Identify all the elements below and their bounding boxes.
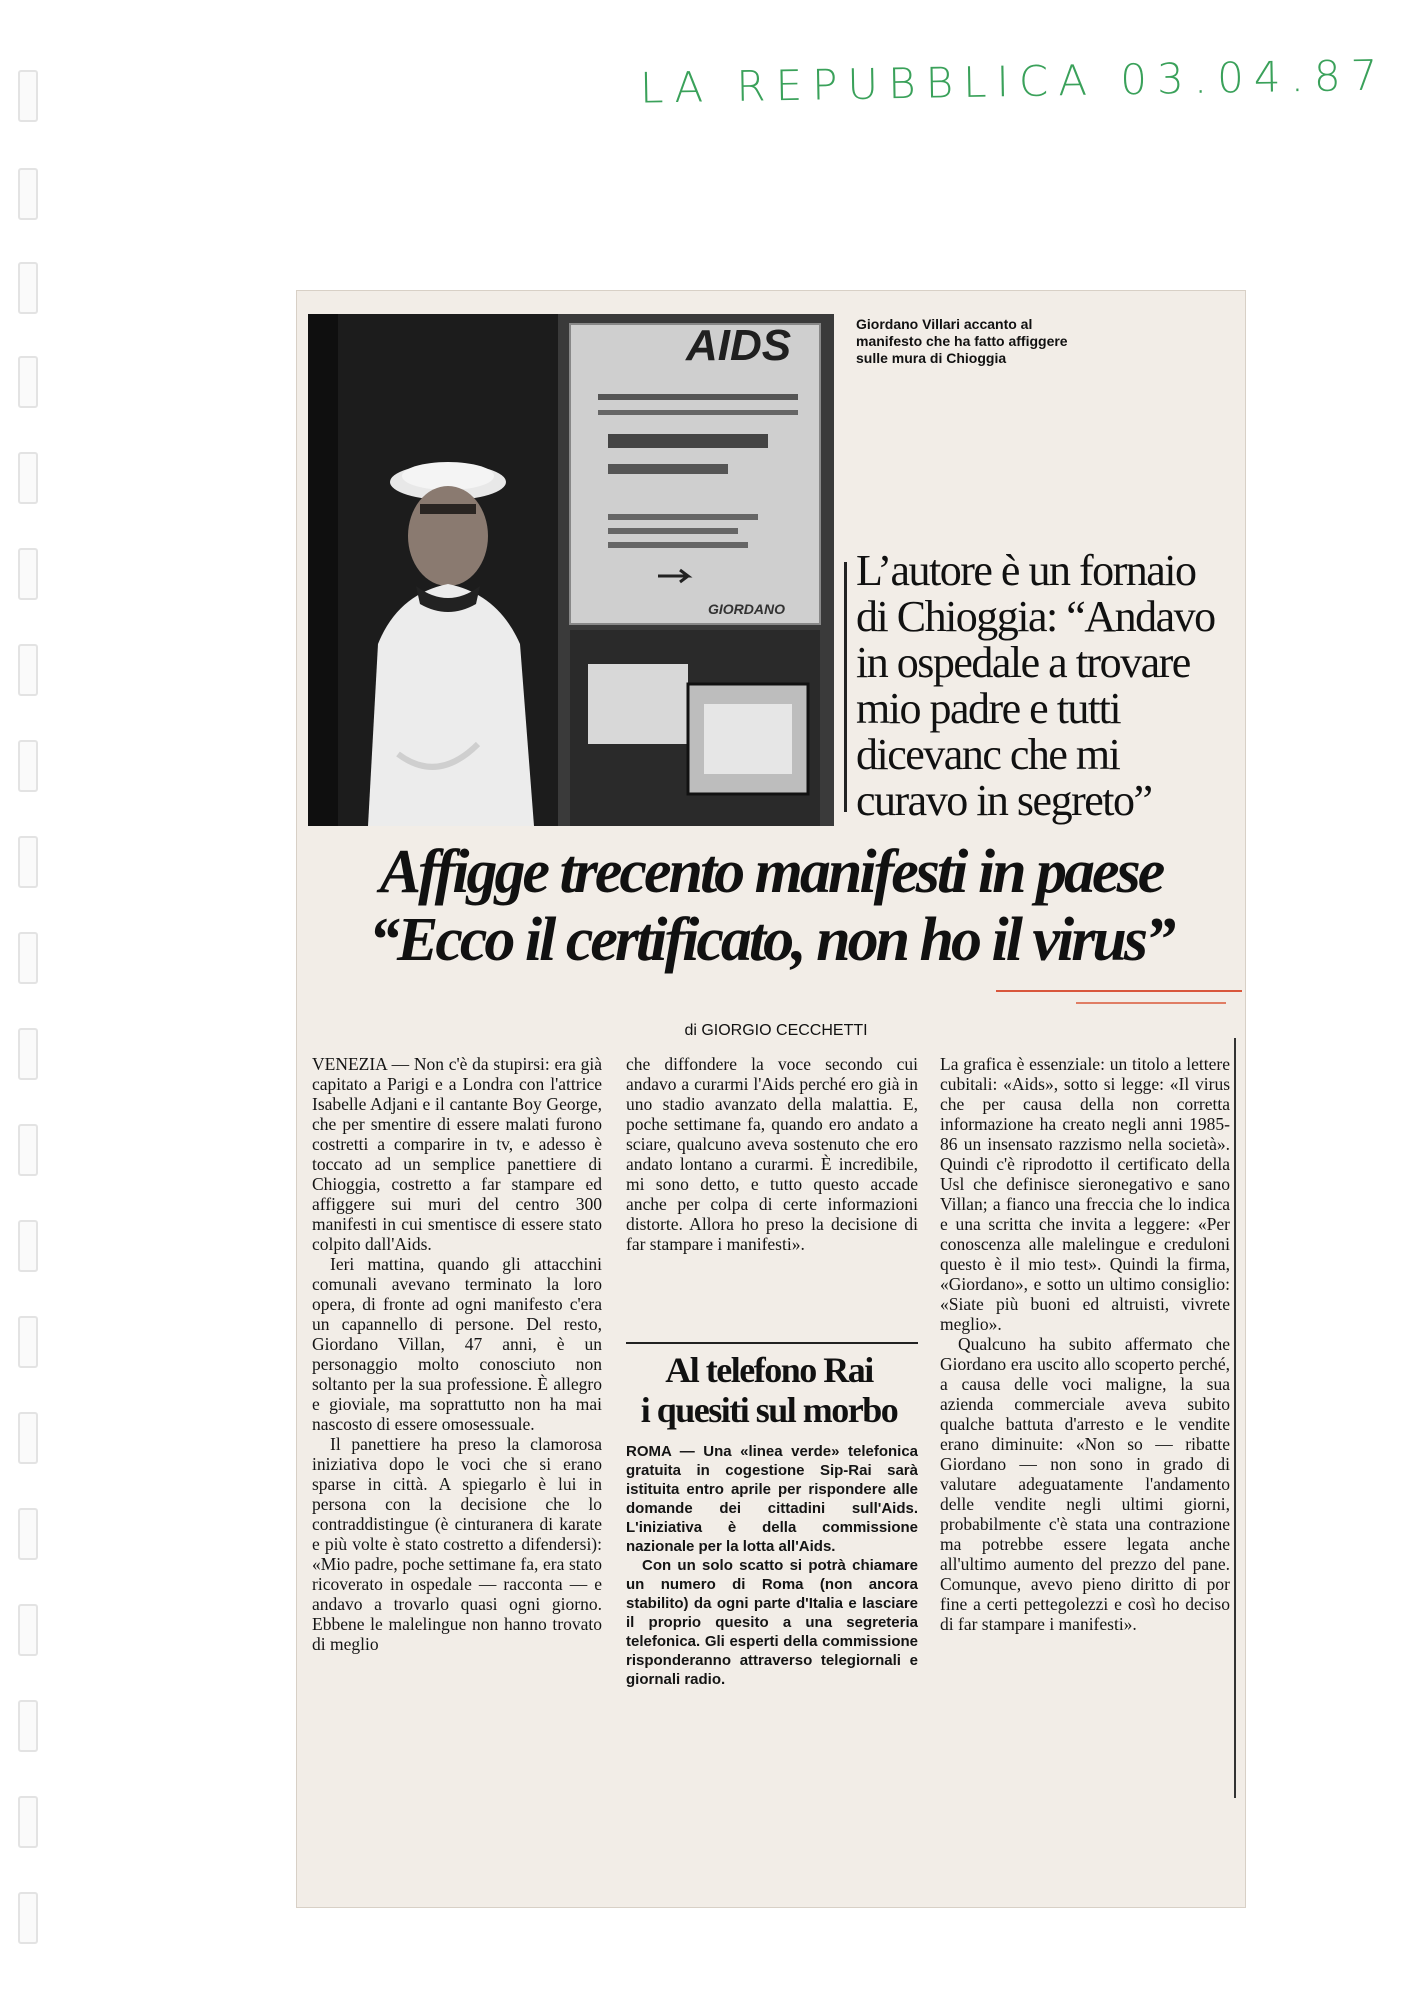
column-rule bbox=[1234, 1038, 1236, 1798]
headline-line-1: Affigge trecento manifesti in paese bbox=[379, 838, 1163, 906]
sidebar-box-title bbox=[616, 1350, 922, 1430]
binder-hole bbox=[18, 932, 38, 984]
column-paragraph: che diffondere la voce secondo cui andavo a curarmi l'Aids perché ero già in uno stadio avanzato della malattia. E, poche settimane fa, quando ero andato a sciare, qualcuno aveva sostenuto che ero andato lontano a curarmi. È incredibile, mi sono detto, e tutto questo accade anche per colpa di certe informazioni distorte. Allora ho preso la decisione di far stampare i manifesti». bbox=[626, 1054, 918, 1254]
article-column-2 bbox=[626, 1054, 918, 1254]
binder-hole bbox=[18, 1700, 38, 1752]
binder-hole bbox=[18, 452, 38, 504]
column-paragraph: La grafica è essenziale: un titolo a lettere cubitali: «Aids», sotto si legge: «Il virus che per causa della non corretta informazione ha creato negli anni 1985-86 un insensato razzismo nella società». Quindi c'è riprodotto il certificato della Usl che definisce sieronegativo e sano Villan; a fianco una freccia che lo indica e una scritta che invita a leggere: «Per conoscenza alle malelingue e creduloni questo è il mio test». Quindi la firma, «Giordano», e sotto un ultimo consiglio: «Siate più buoni ed altruisti, vivrete meglio». bbox=[940, 1054, 1230, 1334]
box-title-line-1: Al telefono Rai bbox=[665, 1350, 873, 1390]
sidebar-box-body bbox=[626, 1442, 918, 1689]
red-pen-underline bbox=[996, 990, 1242, 992]
headline-line-2: “Ecco il certificato, non ho il virus” bbox=[369, 906, 1173, 974]
binder-hole bbox=[18, 548, 38, 600]
binder-hole bbox=[18, 644, 38, 696]
binder-hole bbox=[18, 1220, 38, 1272]
subheadline-rule bbox=[844, 562, 847, 812]
main-headline bbox=[296, 838, 1246, 974]
binder-hole bbox=[18, 70, 38, 122]
red-pen-underline bbox=[1076, 1002, 1226, 1004]
column-paragraph: Qualcuno ha subito affermato che Giordano era uscito allo scoperto perché, a causa delle voci maligne, la sua azienda commerciale aveva subito qualche battuta d'arresto e le vendite erano diminuite: «Non so — ribatte Giordano — non sono in grado di valutare adeguatamente l'andamento delle vendite negli ultimi giorni, probabilmente c'è stata una contrazione ma potrebbe essere legata anche all'ultimo aumento del prezzo del pane. Comunque, avevo pieno diritto di por fine a certi pettegolezzi e così ho deciso di far stampare i manifesti». bbox=[940, 1334, 1230, 1634]
box-title-line-2: i quesiti sul morbo bbox=[640, 1390, 898, 1430]
photo-caption: Giordano Villari accanto al manifesto che ha fatto affiggere sulle mura di Chioggia bbox=[856, 316, 1068, 366]
binder-hole bbox=[18, 1604, 38, 1656]
handwritten-source-note: LA REPUBBLICA 03.04.87 bbox=[639, 50, 1388, 113]
article-column-3 bbox=[940, 1054, 1230, 1634]
photo-illustration bbox=[308, 314, 834, 826]
binder-hole bbox=[18, 262, 38, 314]
binder-hole bbox=[18, 836, 38, 888]
binder-hole bbox=[18, 1316, 38, 1368]
binder-hole bbox=[18, 1028, 38, 1080]
byline: di GIORGIO CECCHETTI bbox=[684, 1022, 868, 1039]
binder-hole bbox=[18, 1412, 38, 1464]
binder-hole bbox=[18, 740, 38, 792]
newspaper-clipping bbox=[296, 290, 1246, 1908]
box-paragraph: ROMA — Una «linea verde» telefonica gratuita in cogestione Sip-Rai sarà istituita entro aprile per rispondere alle domande dei cittadini sull'Aids. L'iniziativa è della commissione nazionale per la lotta all'Aids. bbox=[626, 1443, 918, 1555]
binder-hole bbox=[18, 168, 38, 220]
subheadline bbox=[856, 548, 1236, 824]
column-paragraph: Ieri mattina, quando gli attacchini comunali avevano terminato la loro opera, di fronte ad ogni manifesto c'era un capannello di persone. Del resto, Giordano Villan, 47 anni, è un personaggio molto conosciuto non soltanto per la sua professione. È allegro e gioviale, ma soprattutto non ha mai nascosto di essere omosessuale. bbox=[312, 1254, 602, 1434]
article-column-1 bbox=[312, 1054, 602, 1654]
binder-hole bbox=[18, 1508, 38, 1560]
article-photo bbox=[308, 314, 834, 826]
binder-hole bbox=[18, 1124, 38, 1176]
binder-strip bbox=[18, 0, 40, 2000]
column-paragraph: Il panettiere ha preso la clamorosa iniziativa dopo le voci che si erano sparse in città. A spiegarlo è lui in persona con la decisione che lo contraddistingue (è cinturanera di karate e più volte è stato costretto a difendersi): «Mio padre, poche settimane fa, era stato ricoverato in ospedale — racconta — e andavo a trovarlo quasi ogni giorno. Ebbene le malelingue non hanno trovato di meglio bbox=[312, 1434, 602, 1654]
photo-sign-aids: AIDS bbox=[686, 321, 792, 370]
column-paragraph: VENEZIA — Non c'è da stupirsi: era già capitato a Parigi e a Londra con l'attrice Isabelle Adjani e il cantante Boy George, che per smentire di essere malati furono costretti a comparire in tv, e adesso è toccato ad un semplice panettiere di Chioggia, costretto a far stampare ed affiggere sui muri del centro 300 manifesti in cui smentisce di essere stato colpito dall'Aids. bbox=[312, 1054, 602, 1254]
box-top-rule bbox=[626, 1342, 918, 1344]
binder-hole bbox=[18, 1892, 38, 1944]
box-paragraph: Con un solo scatto si potrà chiamare un numero di Roma (non ancora stabilito) da ogni parte d'Italia e lasciare il proprio quesito a una segreteria telefonica. Gli esperti della commissione risponderanno attraverso telegiornali e giornali radio. bbox=[626, 1557, 918, 1688]
binder-hole bbox=[18, 1796, 38, 1848]
photo-sign-name: GIORDANO bbox=[708, 601, 785, 617]
binder-hole bbox=[18, 356, 38, 408]
subheadline-text: L’autore è un fornaio di Chioggia: “Andavo in ospedale a trovare mio padre e tutti dicevanc che mi curavo in segreto” bbox=[856, 546, 1215, 825]
